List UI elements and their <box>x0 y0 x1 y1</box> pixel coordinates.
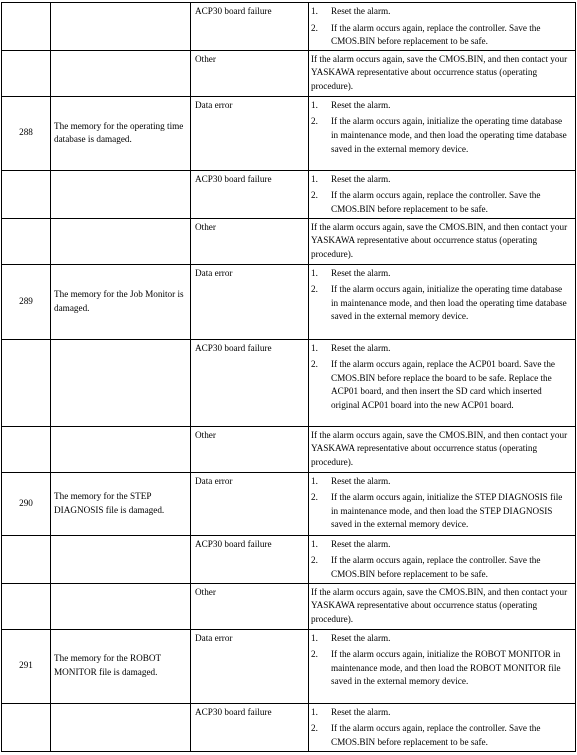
remedy-step <box>311 173 571 187</box>
step-number: 1. <box>311 538 318 549</box>
step-number: 2. <box>311 190 318 201</box>
alarm-code-cell: 290 <box>2 472 51 535</box>
alarm-code-cell <box>2 218 51 264</box>
step-text: Reset the alarm. <box>331 267 391 278</box>
remedy-step-list <box>311 342 571 413</box>
remedy-cell <box>309 583 576 629</box>
step-number: 1. <box>311 99 318 110</box>
table-row <box>2 535 576 583</box>
remedy-text: If the alarm occurs again, save the CMOS.BIN, and then contact your YASKAWA representative about occurrence status (operating procedure). <box>311 429 568 467</box>
step-number: 1. <box>311 706 318 717</box>
step-number: 2. <box>311 492 318 503</box>
table-row <box>2 3 576 51</box>
cause-cell: ACP30 board failure <box>191 535 309 583</box>
step-number: 1. <box>311 173 318 184</box>
remedy-cell <box>309 629 576 703</box>
table-row <box>2 170 576 218</box>
alarm-code-cell <box>2 426 51 472</box>
step-number: 2. <box>311 359 318 370</box>
remedy-step-list <box>311 706 571 750</box>
remedy-step <box>311 554 571 581</box>
remedy-cell <box>309 170 576 218</box>
step-number: 1. <box>311 267 318 278</box>
step-text: If the alarm occurs again, initialize the operating time database in maintenance mode, and then load the operating time database saved in the external memory device. <box>331 284 567 322</box>
remedy-step-list <box>311 538 571 582</box>
remedy-step <box>311 5 571 19</box>
remedy-step <box>311 99 571 113</box>
remedy-step <box>311 267 571 281</box>
step-text: Reset the alarm. <box>331 342 391 353</box>
table-row <box>2 583 576 629</box>
cause-cell: Data error <box>191 96 309 170</box>
remedy-step <box>311 283 571 324</box>
remedy-cell <box>309 339 576 426</box>
step-text: Reset the alarm. <box>331 475 391 486</box>
alarm-description-cell: The memory for the ROBOT MONITOR file is damaged. <box>51 629 191 703</box>
alarm-code-cell <box>2 583 51 629</box>
table-row <box>2 50 576 96</box>
step-number: 2. <box>311 555 318 566</box>
step-text: If the alarm occurs again, replace the controller. Save the CMOS.BIN before replacement to be safe. <box>331 190 541 214</box>
step-text: Reset the alarm. <box>331 99 391 110</box>
table-row <box>2 96 576 170</box>
step-text: If the alarm occurs again, replace the ACP01 board. Save the CMOS.BIN before replace the board to be safe. Replace the ACP01 board, and then insert the SD card which inserted original ACP01 board into the new ACP01 board. <box>331 359 555 410</box>
alarm-code-cell <box>2 703 51 751</box>
step-number: 1. <box>311 475 318 486</box>
alarm-table-body <box>2 3 576 752</box>
alarm-description-cell: The memory for the Job Monitor is damaged. <box>51 264 191 339</box>
remedy-step <box>311 22 571 49</box>
cause-cell: ACP30 board failure <box>191 703 309 751</box>
alarm-code-cell: 291 <box>2 629 51 703</box>
step-text: If the alarm occurs again, initialize the operating time database in maintenance mode, and then load the operating time database saved in the external memory device. <box>331 116 567 154</box>
step-number: 1. <box>311 6 318 16</box>
step-number: 1. <box>311 342 318 353</box>
remedy-cell <box>309 264 576 339</box>
remedy-cell <box>309 535 576 583</box>
remedy-step <box>311 342 571 356</box>
remedy-step-list <box>311 5 571 49</box>
alarm-description-cell <box>51 703 191 751</box>
cause-cell: Other <box>191 218 309 264</box>
step-text: If the alarm occurs again, initialize the STEP DIAGNOSIS file in maintenance mode, and then load the STEP DIAGNOSIS saved in the external memory device. <box>331 492 563 530</box>
remedy-cell <box>309 96 576 170</box>
step-text: Reset the alarm. <box>331 538 391 549</box>
alarm-code-cell: 289 <box>2 264 51 339</box>
remedy-cell <box>309 218 576 264</box>
cause-cell: Data error <box>191 264 309 339</box>
table-row <box>2 426 576 472</box>
cause-cell: ACP30 board failure <box>191 170 309 218</box>
alarm-code-cell <box>2 50 51 96</box>
alarm-description-cell <box>51 426 191 472</box>
remedy-cell <box>309 50 576 96</box>
remedy-cell <box>309 426 576 472</box>
remedy-text: If the alarm occurs again, save the CMOS.BIN, and then contact your YASKAWA representative about occurrence status (operating procedure). <box>311 221 568 259</box>
step-text: Reset the alarm. <box>331 6 391 16</box>
remedy-step <box>311 648 571 689</box>
remedy-step <box>311 115 571 156</box>
table-row <box>2 218 576 264</box>
step-number: 2. <box>311 284 318 295</box>
step-number: 2. <box>311 723 318 734</box>
alarm-description-cell <box>51 170 191 218</box>
remedy-cell <box>309 3 576 51</box>
alarm-description-cell <box>51 218 191 264</box>
table-row <box>2 339 576 426</box>
table-row <box>2 629 576 703</box>
remedy-step <box>311 538 571 552</box>
remedy-step-list <box>311 267 571 324</box>
step-number: 2. <box>311 116 318 127</box>
remedy-step <box>311 632 571 646</box>
alarm-description-cell: The memory for the STEP DIAGNOSIS file is damaged. <box>51 472 191 535</box>
remedy-step <box>311 358 571 412</box>
cause-cell: ACP30 board failure <box>191 339 309 426</box>
remedy-text: If the alarm occurs again, save the CMOS.BIN, and then contact your YASKAWA representative about occurrence status (operating procedure). <box>311 53 568 91</box>
remedy-step-list <box>311 99 571 156</box>
table-row <box>2 264 576 339</box>
remedy-step-list <box>311 173 571 217</box>
cause-cell: ACP30 board failure <box>191 3 309 51</box>
remedy-step <box>311 706 571 720</box>
alarm-description-cell <box>51 3 191 51</box>
alarm-code-cell <box>2 170 51 218</box>
cause-cell: Other <box>191 426 309 472</box>
alarm-code-cell <box>2 535 51 583</box>
remedy-step <box>311 475 571 489</box>
alarm-description-cell <box>51 50 191 96</box>
step-text: Reset the alarm. <box>331 706 391 717</box>
step-text: Reset the alarm. <box>331 632 391 643</box>
alarm-table <box>1 2 576 752</box>
cause-cell: Other <box>191 583 309 629</box>
alarm-code-cell: 288 <box>2 96 51 170</box>
remedy-step-list <box>311 475 571 532</box>
step-text: If the alarm occurs again, replace the controller. Save the CMOS.BIN before replacement to be safe. <box>331 723 541 747</box>
remedy-text: If the alarm occurs again, save the CMOS.BIN, and then contact your YASKAWA representative about occurrence status (operating procedure). <box>311 586 568 624</box>
remedy-step-list <box>311 632 571 689</box>
alarm-code-cell <box>2 339 51 426</box>
remedy-step <box>311 491 571 532</box>
alarm-code-cell <box>2 3 51 51</box>
cause-cell: Data error <box>191 472 309 535</box>
step-text: If the alarm occurs again, initialize the ROBOT MONITOR in maintenance mode, and then load the ROBOT MONITOR file saved in the external memory device. <box>331 649 561 687</box>
step-text: If the alarm occurs again, replace the controller. Save the CMOS.BIN before replacement to be safe. <box>331 22 541 47</box>
remedy-step <box>311 722 571 749</box>
step-number: 2. <box>311 649 318 660</box>
alarm-description-cell <box>51 339 191 426</box>
alarm-description-cell <box>51 583 191 629</box>
table-row <box>2 703 576 751</box>
alarm-description-cell: The memory for the operating time database is damaged. <box>51 96 191 170</box>
step-number: 1. <box>311 632 318 643</box>
step-text: If the alarm occurs again, replace the controller. Save the CMOS.BIN before replacement to be safe. <box>331 555 541 579</box>
alarm-description-cell <box>51 535 191 583</box>
cause-cell: Data error <box>191 629 309 703</box>
cause-cell: Other <box>191 50 309 96</box>
table-row <box>2 472 576 535</box>
remedy-cell <box>309 472 576 535</box>
step-number: 2. <box>311 22 318 33</box>
step-text: Reset the alarm. <box>331 173 391 184</box>
remedy-cell <box>309 703 576 751</box>
remedy-step <box>311 189 571 216</box>
